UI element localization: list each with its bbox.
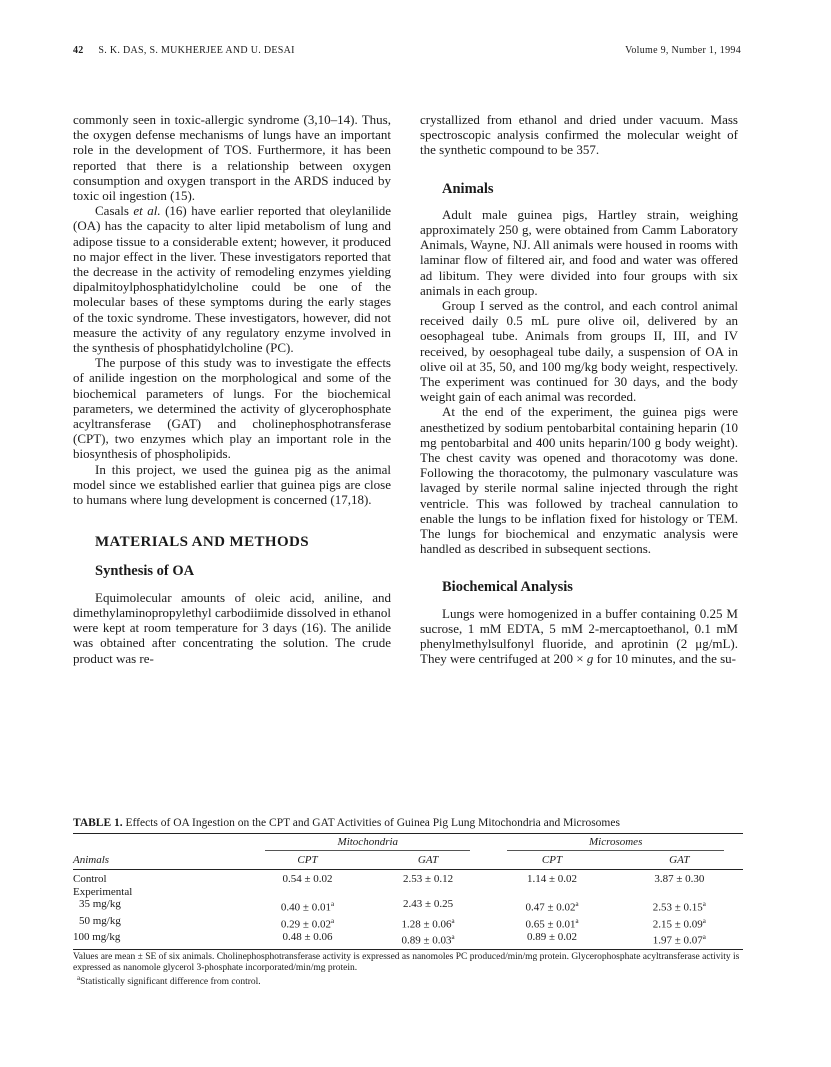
table-column-header-row [73,851,743,870]
table-notes [73,952,743,987]
cell: 0.54 ± 0.02 [282,873,333,886]
paragraph: crystallized from ethanol and dried under vacuum. Mass spectroscopic analysis confirmed the molecular weight of the synthetic compound to be 357. [420,112,738,158]
text-run-italic: et al. [133,203,161,219]
table-caption-text: Effects of OA Ingestion on the CPT and GAT Activities of Guinea Pig Lung Mitochondria and Microsomes [125,817,620,829]
subsection-heading: Synthesis of OA [95,563,195,580]
right-column [420,112,738,667]
subsection-heading: Biochemical Analysis [442,579,573,596]
cell: 2.15 ± 0.09$^a$ [652,916,706,931]
row-label: 35 mg/kg [79,898,121,911]
left-column [73,112,391,666]
text-run: Lungs were homogenized in a buffer containing 0.25 M sucrose, 1 mM EDTA, 5 mM 2-mercaptoethanol, 0.1 mM phenylmethylsulfonyl fluoride, and aprotinin (2 μg/mL). They were centrifuged at 200 × [420,605,738,667]
paragraph: Equimolecular amounts of oleic acid, aniline, and dimethylaminopropylethyl carbodiimide dissolved in ethanol were kept at room temperature for 3 days (16). The anilide was obtained after concentrating the solution. The crude product was re- [73,589,391,666]
text-run: for 10 minutes, and the su- [593,651,736,667]
col-header-gat: GAT [616,851,743,870]
row-label: 100 mg/kg [73,931,247,950]
paragraph: Group I served as the control, and each control animal received daily 0.5 mL pure olive oil, delivered by an oesophageal tube. Animals from groups II, III, and IV received, by oesophageal tube daily, a suspension of OA in olive oil at 35, 50, and 100 mg/kg body weight, respectively. The experiment was continued for 30 days, and the body weight gain of each animal was recorded. [420,298,738,405]
table-row [73,931,743,950]
col-header-cpt: CPT [247,851,368,870]
cell: 0.89 ± 0.03$^a$ [368,931,489,950]
running-head-authors: S. K. DAS, S. MUKHERJEE AND U. DESAI [98,45,295,56]
row-label: 50 mg/kg [79,914,121,927]
cell: 0.89 ± 0.02 [488,931,615,950]
table-1 [73,817,743,988]
cell: 3.87 ± 0.30 [654,873,705,886]
page-number: 42 [73,45,84,56]
data-table [73,834,743,950]
text-run-italic: g [586,651,594,667]
cell: 2.53 ± 0.15$^a$ [652,900,706,915]
table-note: Values are mean ± SE of six animals. Cholinephosphotransferase activity is expressed as nanomoles PC produced/min/mg protein. Glycerophosphate acyltransferase activity is expressed as nanomole glycerol 3-phosphate incorporated/min/mg protein. [73,952,740,973]
cell: 1.28 ± 0.06$^a$ [401,916,455,931]
paragraph: In this project, we used the guinea pig as the animal model since we established earlier that guinea pigs are close to humans where lung development is concerned (17,18). [73,461,391,508]
group-header-mitochondria: Mitochondria [247,834,488,851]
subsection-heading: Animals [442,180,494,197]
empty-header [73,834,247,851]
col-header-cpt: CPT [488,851,615,870]
section-heading: MATERIALS AND METHODS [95,534,309,551]
text-run: Casals [95,203,134,219]
text-run: (16) have earlier reported that oleylanilide (OA) has the capacity to alter lipid metabolism of lung and adipose tissue to a considerable extent; however, it produced no major effect in the liver. These investigators reported that the decrease in the activity of remodeling enzymes yielding dipalmitoylphosphatidylcholine could be one of the molecular bases of these symptoms during the early stages of the toxic syndrome. These investigators, however, did not measure the activity of any regulatory enzyme involved in the synthesis of phosphatidylcholine (PC). [73,203,391,356]
table-footnote: $^a$Statistically significant difference from control. [77,973,261,988]
paragraph [73,203,391,355]
cell: 2.53 ± 0.12 [403,873,454,886]
col-header-gat: GAT [368,851,489,870]
cell: 0.40 ± 0.01$^a$ [280,900,335,915]
running-head-volume: Volume 9, Number 1, 1994 [625,45,741,56]
paragraph: Adult male guinea pigs, Hartley strain, weighing approximately 250 g, were obtained from Camm Laboratory Animals, Wayne, NJ. All animals were housed in rooms with laminar flow of filtered air, and food and water was offered ad libitum. They were divided into four groups with six animals in each group. [420,206,738,298]
table-row [73,898,743,914]
paragraph [420,606,738,667]
paragraph: The purpose of this study was to investigate the effects of anilide ingestion on the morphological and some of the biochemical parameters of lungs. For the biochemical parameters, we determined the activity of glycerophosphate acyltransferase (GAT) and cholinephosphotransferase (CPT), two enzymes which play an important role in the biosynthesis of phospholipids. [73,355,391,462]
row-label: Control [73,873,107,886]
row-label: Experimental [73,885,133,898]
cell: 0.65 ± 0.01$^a$ [525,916,579,931]
cell: 0.48 ± 0.06 [247,931,368,950]
table-row [73,915,743,931]
cell: 0.47 ± 0.02$^a$ [525,900,579,915]
cell: 1.97 ± 0.07$^a$ [616,931,743,950]
table-caption-label: TABLE 1. [73,817,123,829]
cell: 1.14 ± 0.02 [527,873,578,886]
table-row [73,886,743,899]
table-row [73,870,743,886]
running-head [73,45,741,56]
paragraph: At the end of the experiment, the guinea pigs were anesthetized by sodium pentobarbital containing heparin (10 mg pentobarbital and 400 units heparin/100 g body weight). The chest cavity was opened and thoracotomy was done. Following the thoracotomy, the pulmonary vasculature was lavaged by sterile normal saline injected through the right ventricle. This was followed by tracheal cannulation to enable the lungs to be inflation fixed for histology or TEM. The lungs for biochemical and enzymatic analysis were handled as described in subsequent sections. [420,404,738,557]
table-caption [73,817,743,829]
table-group-header-row [73,834,743,851]
paragraph: commonly seen in toxic-allergic syndrome (3,10–14). Thus, the oxygen defense mechanisms of lungs have an important role in the development of TOS. Furthermore, it has been reported that there is a relationship between oxygen consumption and oxygen transport in the ARDS induced by toxic oil ingestion (15). [73,112,391,204]
cell: 0.29 ± 0.02$^a$ [280,916,335,931]
cell: 2.43 ± 0.25 [403,898,454,911]
group-header-microsomes: Microsomes [488,834,743,851]
col-header-animals: Animals [73,851,247,870]
